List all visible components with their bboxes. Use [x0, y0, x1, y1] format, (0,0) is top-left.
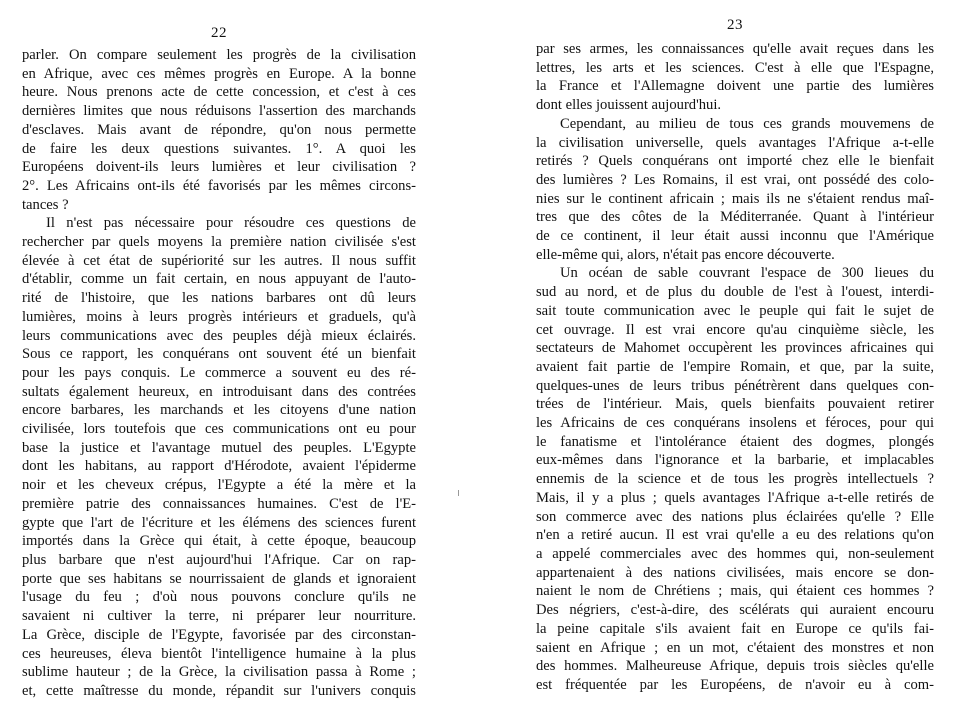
text-line: appartenaient à des nations civilisées, mais encore se don- — [536, 564, 934, 581]
text-line: est fréquentée par les Européens, de n'avoir eu à com- — [536, 676, 934, 693]
text-line: parler. On compare seulement les progrès de la civilisation — [22, 47, 416, 63]
left-page — [22, 0, 416, 701]
text-line: dont elles jouissent aujourd'hui. — [536, 97, 722, 114]
text-line: dont les habitans, au rapport d'Hérodote, avaient l'épiderme — [22, 458, 416, 475]
right-page — [536, 0, 934, 695]
text-line: Des négriers, c'est-à-dire, des scélérats qui auraient encouru — [536, 602, 934, 619]
text-line: sait toute communication avec le peuple qui fait le sujet de — [536, 302, 934, 319]
text-line: la civilisation universelle, quels avantages l'Afrique a-t-elle — [536, 134, 934, 151]
page-number: 22 — [211, 25, 227, 41]
text-line: avaient fait partie de l'empire Romain, et que, par la suite, — [536, 358, 934, 375]
text-line: noir et les cheveux crépus, l'Egypte a été la mère et la — [22, 477, 416, 494]
text-line: La Grèce, disciple de l'Egypte, favorisée par des circonstan- — [22, 626, 416, 643]
text-line: d'établir, comme un fait certain, en nous appuyant de l'auto- — [22, 271, 416, 288]
text-line: base la justice et l'avantage mutuel des peuples. L'Egypte — [22, 439, 416, 456]
text-line: rité de l'histoire, que les nations barbares ont dû leurs — [22, 290, 416, 307]
text-line: retirés ? Quels conquérans ont importé chez elle le bienfait — [536, 153, 934, 170]
text-line: n'en a retiré aucun. Il est vrai qu'elle a eu des relations qu'on — [536, 527, 934, 544]
text-line: de faire les deux questions suivantes. 1°. A quoi les — [22, 140, 416, 157]
text-line: le fanatisme et l'intolérance étaient des dogmes, plongés — [536, 433, 934, 450]
text-line: des lumières ? Les Romains, il est vrai, ont possédé des colo- — [536, 171, 934, 188]
text-line: nies sur le continent africain ; mais ils ne s'étaient rendus maî- — [536, 190, 934, 207]
text-line: sud au nord, et de plus du double de l'est à l'ouest, interdi- — [536, 284, 934, 301]
text-line: de ce continent, il leur était aussi inconnu que l'Amérique — [536, 228, 934, 245]
text-line: a appelé commerciales avec des hommes qui, non-seulement — [536, 545, 934, 562]
text-line: élevée à cet état de supériorité sur les autres. Il nous suffit — [22, 252, 416, 269]
text-line: et, cette maîtresse du monde, répandit sur l'univers conquis — [22, 682, 416, 699]
text-line: en Afrique, avec ces mêmes progrès en Europe. A la bonne — [22, 65, 416, 82]
text-line: Il n'est pas nécessaire pour résoudre ces questions de — [46, 215, 416, 232]
text-line: saient en Afrique ; en un mot, c'étaient des monstres et non — [536, 639, 934, 656]
text-line: par ses armes, les connaissances qu'elle avait reçues dans les — [536, 41, 934, 57]
text-line: leurs communications avec des peuples déjà mieux éclairés. — [22, 327, 416, 344]
text-line: ennemis de la science et de tous les progrès intellectuels ? — [536, 471, 934, 488]
text-line: sultats également heureux, en introduisant dans des contrées — [22, 383, 416, 400]
text-line: lumières, moins à leurs progrès intérieurs et graduels, qu'à — [22, 308, 416, 325]
text-line: tres que des côtes de la Méditerranée. Quant à l'intérieur — [536, 209, 934, 226]
text-line: cet ouvrage. Il est vrai encore qu'au cinquième siècle, les — [536, 321, 934, 338]
text-line: lettres, les arts et les sciences. C'est à elle que l'Espagne, — [536, 59, 934, 76]
text-line: plus barbare que n'est aujourd'hui l'Afrique. Car on rap- — [22, 551, 416, 568]
text-line: Cependant, au milieu de tous ces grands mouvemens de — [560, 115, 934, 132]
text-line: elle-même qui, alors, n'était pas encore découverte. — [536, 246, 835, 263]
text-line: la France et l'Allemagne doivent une partie des lumières — [536, 78, 934, 95]
text-line: pour les pays conquis. Le commerce a souvent eu des ré- — [22, 364, 416, 381]
text-line: tances ? — [22, 196, 69, 213]
text-line: d'esclaves. Mais avant de répondre, qu'on nous permette — [22, 121, 416, 138]
text-line: des hommes. Malheureuse Afrique, depuis trois siècles qu'elle — [536, 658, 934, 675]
text-line: Européens doivent-ils leurs lumières et leur civilisation ? — [22, 159, 416, 176]
text-line: porte que ses habitans se nourrissaient de glands et ignoraient — [22, 570, 416, 587]
page-text — [22, 46, 416, 701]
text-line: 2°. Les Africains ont-ils été favorisés par les mêmes circons- — [22, 177, 416, 194]
text-line: eux-mêmes dans l'ignorance et la barbarie, et implacables — [536, 452, 934, 469]
text-line: Sous ce rapport, les conquérans ont souvent été un bienfait — [22, 346, 416, 363]
text-line: la peine capitale s'ils avaient fait en Europe ce qu'ils fai- — [536, 620, 934, 637]
text-line: quelques-unes de leurs tribus pénétrèrent dans quelques con- — [536, 377, 934, 394]
text-line: importés dans la Grèce qui était, à cette époque, beaucoup — [22, 533, 416, 550]
text-line: ces heureuses, éleva bientôt l'intelligence humaine à la plus — [22, 645, 416, 662]
gutter-mark — [458, 490, 459, 496]
text-line: encore barbares, les marchands et les citoyens d'une nation — [22, 402, 416, 419]
text-line: dernières limites que nous réduisons l'assertion des marchands — [22, 103, 416, 120]
text-line: sublime hauteur ; de la Grèce, la civilisation passa à Rome ; — [22, 664, 416, 681]
text-line: heure. Nous prenons acte de cette concession, et c'est à ces — [22, 84, 416, 101]
text-line: trées de l'intérieur. Mais, quels bienfaits pouvaient retirer — [536, 396, 934, 413]
text-line: les Africains de ces conquérans insolens et féroces, pour qui — [536, 415, 934, 432]
text-line: rechercher par quels moyens la première nation civilisée s'est — [22, 234, 416, 251]
text-line: sectateurs de Mahomet occupèrent les provinces africaines qui — [536, 340, 934, 357]
text-line: l'usage du feu ; d'où nous pouvons conclure qu'ils ne — [22, 589, 416, 606]
text-line: gypte que l'art de l'écriture et les élémens des sciences furent — [22, 514, 416, 531]
text-line: Mais, il y a plus ; quels avantages l'Afrique a-t-elle retirés de — [536, 489, 934, 506]
text-line: Un océan de sable couvrant l'espace de 300 lieues du — [560, 265, 934, 282]
text-line: naient le nom de Chrétiens ; mais, qui étaient ces hommes ? — [536, 583, 934, 600]
text-line: civilisée, lors toutefois que ces communications ont eu pour — [22, 421, 416, 438]
page-number: 23 — [727, 17, 743, 33]
text-line: savaient ni cultiver la terre, ni préparer leur nourriture. — [22, 608, 416, 625]
page-text — [536, 40, 934, 695]
text-line: son commerce avec des nations plus éclairées qu'elle ? Elle — [536, 508, 934, 525]
text-line: première patrie des connaissances humaines. C'est de l'E- — [22, 495, 416, 512]
